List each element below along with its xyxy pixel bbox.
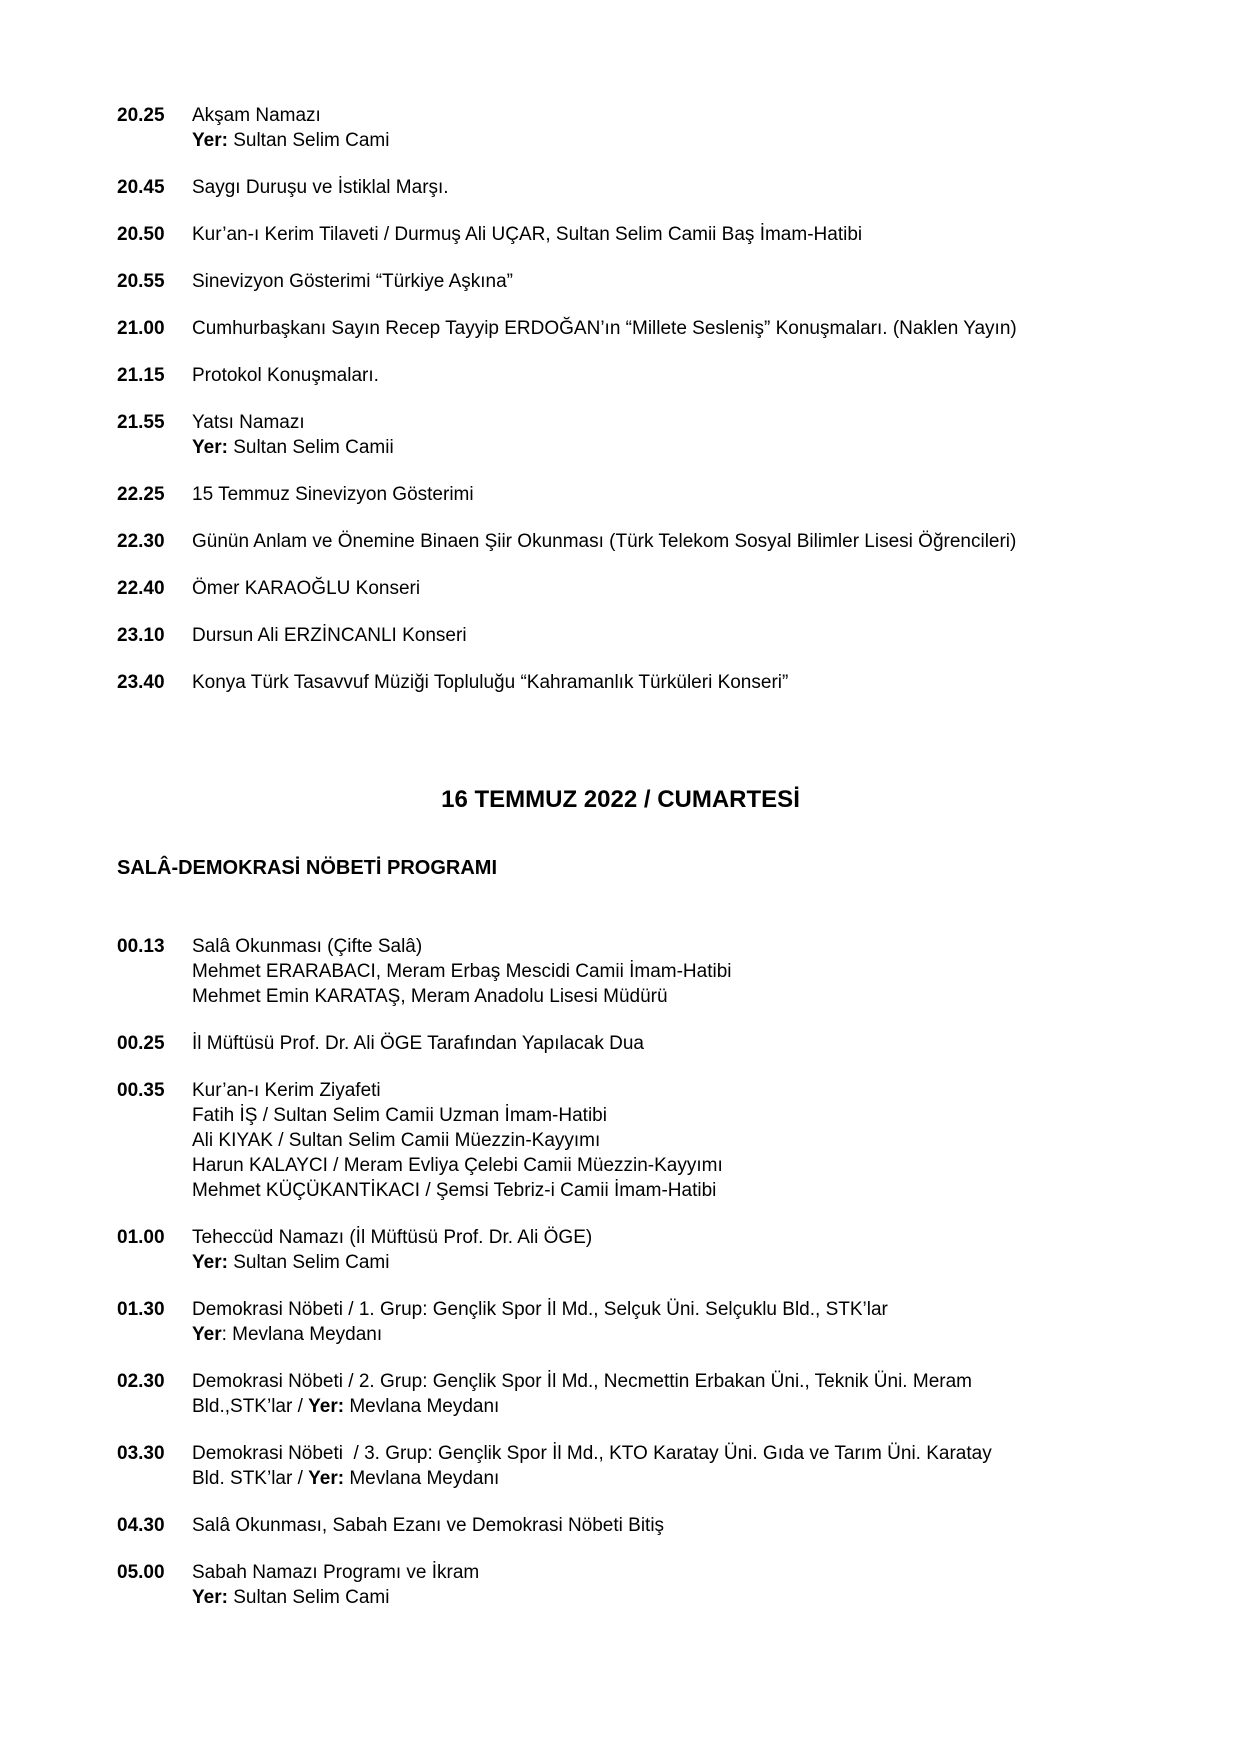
event-line [192, 128, 1124, 153]
event-line-segment: Mehmet KÜÇÜKANTİKACI / Şemsi Tebriz-i Camii İmam-Hatibi [192, 1180, 717, 1201]
event-line [192, 1225, 1124, 1250]
event-time: 03.30 [117, 1443, 165, 1464]
event-line-segment: Saygı Duruşu ve İstiklal Marşı. [192, 177, 449, 198]
event-line-segment: Kur’an-ı Kerim Tilaveti / Durmuş Ali UÇAR, Sultan Selim Camii Baş İmam-Hatibi [192, 224, 863, 245]
event-description [192, 363, 1124, 388]
event-time: 21.15 [117, 365, 165, 386]
event-time: 23.10 [117, 625, 165, 646]
schedule-event [117, 1078, 1124, 1203]
event-line-segment: Sultan Selim Cami [227, 130, 390, 151]
event-line [192, 1394, 1124, 1419]
event-description [192, 482, 1124, 507]
event-line-segment: : Mevlana Meydanı [221, 1324, 383, 1345]
event-line-segment: Protokol Konuşmaları. [192, 365, 379, 386]
event-line [192, 103, 1124, 128]
schedule-event [117, 269, 1124, 294]
event-line [192, 222, 1124, 247]
event-line [192, 269, 1124, 294]
event-line [192, 1513, 1124, 1538]
event-description [192, 1031, 1124, 1056]
event-line [192, 175, 1124, 200]
event-time: 20.25 [117, 105, 165, 126]
event-time: 22.40 [117, 578, 165, 599]
event-time: 20.45 [117, 177, 165, 198]
event-line-segment: Ömer KARAOĞLU Konseri [192, 578, 421, 599]
event-line [192, 1322, 1124, 1347]
event-line [192, 363, 1124, 388]
event-description [192, 175, 1124, 200]
event-line [192, 934, 1124, 959]
event-description [192, 529, 1124, 554]
schedule-event [117, 529, 1124, 554]
day-heading: 16 TEMMUZ 2022 / CUMARTESİ [441, 786, 800, 813]
event-line-segment: Bld.,STK’lar / [192, 1396, 309, 1417]
event-description [192, 222, 1124, 247]
event-time: 00.35 [117, 1080, 165, 1101]
program-subheading: SALÂ-DEMOKRASİ NÖBETİ PROGRAMI [117, 857, 497, 879]
schedule-event [117, 1369, 1124, 1419]
event-line-segment: Demokrasi Nöbeti / 2. Grup: Gençlik Spor İl Md., Necmettin Erbakan Üni., Teknik Üni. Meram [192, 1371, 972, 1392]
event-line-segment: Salâ Okunması, Sabah Ezanı ve Demokrasi Nöbeti Bitiş [192, 1515, 665, 1536]
event-line [192, 1031, 1124, 1056]
event-line-segment: Mehmet Emin KARATAŞ, Meram Anadolu Lisesi Müdürü [192, 986, 668, 1007]
event-line [192, 623, 1124, 648]
event-time: 04.30 [117, 1515, 165, 1536]
schedule-event [117, 623, 1124, 648]
event-line-segment: Kur’an-ı Kerim Ziyafeti [192, 1080, 381, 1101]
event-line [192, 1441, 1124, 1466]
event-line-segment: Günün Anlam ve Önemine Binaen Şiir Okunması (Türk Telekom Sosyal Bilimler Lisesi Öğrencileri) [192, 531, 1017, 552]
event-time: 00.25 [117, 1033, 165, 1054]
event-line-segment: Salâ Okunması (Çifte Salâ) [192, 936, 423, 957]
event-line-segment: Mevlana Meydanı [344, 1468, 500, 1489]
schedule-event [117, 482, 1124, 507]
event-time: 05.00 [117, 1562, 165, 1583]
event-line [192, 1297, 1124, 1322]
schedule-event [117, 576, 1124, 601]
event-line-segment: Konya Türk Tasavvuf Müziği Topluluğu “Kahramanlık Türküleri Konseri” [192, 672, 789, 693]
event-line-bold-segment: Yer [192, 1324, 222, 1345]
event-line [192, 316, 1124, 341]
event-description [192, 103, 1124, 153]
schedule-event [117, 1225, 1124, 1275]
event-line [192, 1585, 1124, 1610]
event-line-segment: Sinevizyon Gösterimi “Türkiye Aşkına” [192, 271, 513, 292]
event-time: 23.40 [117, 672, 165, 693]
event-line-segment: Sultan Selim Cami [227, 1252, 390, 1273]
event-line [192, 482, 1124, 507]
event-description [192, 1297, 1124, 1347]
event-line [192, 1369, 1124, 1394]
event-line-segment: Harun KALAYCI / Meram Evliya Çelebi Camii Müezzin-Kayyımı [192, 1155, 723, 1176]
event-description [192, 576, 1124, 601]
schedule-event [117, 1513, 1124, 1538]
event-description [192, 934, 1124, 1009]
sala-demokrasi-section [117, 934, 1124, 1610]
schedule-event [117, 1297, 1124, 1347]
event-time: 20.55 [117, 271, 165, 292]
schedule-event [117, 934, 1124, 1009]
event-line-bold-segment: Yer: [308, 1396, 345, 1417]
event-description [192, 623, 1124, 648]
event-line-segment: Sabah Namazı Programı ve İkram [192, 1562, 480, 1583]
event-description [192, 269, 1124, 294]
schedule-event [117, 363, 1124, 388]
event-line [192, 670, 1124, 695]
event-time: 21.00 [117, 318, 165, 339]
event-line-segment: Dursun Ali ERZİNCANLI Konseri [192, 625, 467, 646]
event-line-segment: İl Müftüsü Prof. Dr. Ali ÖGE Tarafından Yapılacak Dua [192, 1033, 645, 1054]
event-line [192, 1103, 1124, 1128]
event-line [192, 1178, 1124, 1203]
event-description [192, 1513, 1124, 1538]
event-line [192, 1466, 1124, 1491]
event-time: 00.13 [117, 936, 165, 957]
event-line-segment: Ali KIYAK / Sultan Selim Camii Müezzin-Kayyımı [192, 1130, 601, 1151]
event-line-segment: Teheccüd Namazı (İl Müftüsü Prof. Dr. Ali ÖGE) [192, 1227, 593, 1248]
event-description [192, 1560, 1124, 1610]
event-line [192, 410, 1124, 435]
event-line [192, 1250, 1124, 1275]
event-line [192, 435, 1124, 460]
schedule-event [117, 1560, 1124, 1610]
event-line-segment: Yatsı Namazı [192, 412, 305, 433]
event-line [192, 1153, 1124, 1178]
event-description [192, 670, 1124, 695]
event-line-segment: Demokrasi Nöbeti / 3. Grup: Gençlik Spor İl Md., KTO Karatay Üni. Gıda ve Tarım Üni. Karatay [192, 1443, 992, 1464]
event-time: 01.30 [117, 1299, 165, 1320]
event-line [192, 984, 1124, 1009]
event-time: 02.30 [117, 1371, 165, 1392]
event-line-bold-segment: Yer: [308, 1468, 345, 1489]
event-line-segment: Bld. STK’lar / [192, 1468, 309, 1489]
schedule-event [117, 1441, 1124, 1491]
event-line [192, 1128, 1124, 1153]
event-line [192, 576, 1124, 601]
event-description [192, 1441, 1124, 1491]
event-time: 01.00 [117, 1227, 165, 1248]
event-line-bold-segment: Yer: [192, 1252, 228, 1273]
event-line-segment: Mehmet ERARABACI, Meram Erbaş Mescidi Camii İmam-Hatibi [192, 961, 732, 982]
schedule-event [117, 222, 1124, 247]
schedule-event [117, 670, 1124, 695]
evening-program-section [117, 103, 1124, 695]
schedule-event [117, 175, 1124, 200]
event-description [192, 1369, 1124, 1419]
event-line-bold-segment: Yer: [192, 130, 228, 151]
schedule-event [117, 103, 1124, 153]
event-line-segment: Mevlana Meydanı [344, 1396, 500, 1417]
event-line-segment: Cumhurbaşkanı Sayın Recep Tayyip ERDOĞAN’ın “Millete Sesleniş” Konuşmaları. (Naklen Yayın) [192, 318, 1017, 339]
event-description [192, 316, 1124, 341]
schedule-event [117, 316, 1124, 341]
event-line-segment: Akşam Namazı [192, 105, 321, 126]
event-line-bold-segment: Yer: [192, 1587, 228, 1608]
event-time: 21.55 [117, 412, 165, 433]
event-line-segment: Sultan Selim Camii [227, 437, 394, 458]
event-time: 22.30 [117, 531, 165, 552]
event-line-segment: Sultan Selim Cami [227, 1587, 390, 1608]
schedule-event [117, 410, 1124, 460]
event-line-segment: Fatih İŞ / Sultan Selim Camii Uzman İmam-Hatibi [192, 1105, 607, 1126]
event-line [192, 529, 1124, 554]
event-time: 22.25 [117, 484, 165, 505]
event-time: 20.50 [117, 224, 165, 245]
event-line [192, 959, 1124, 984]
event-line [192, 1560, 1124, 1585]
event-description [192, 410, 1124, 460]
event-line-segment: Demokrasi Nöbeti / 1. Grup: Gençlik Spor İl Md., Selçuk Üni. Selçuklu Bld., STK’lar [192, 1299, 888, 1320]
event-line-bold-segment: Yer: [192, 437, 228, 458]
event-description [192, 1225, 1124, 1275]
event-line-segment: 15 Temmuz Sinevizyon Gösterimi [192, 484, 474, 505]
event-description [192, 1078, 1124, 1203]
event-line [192, 1078, 1124, 1103]
schedule-event [117, 1031, 1124, 1056]
